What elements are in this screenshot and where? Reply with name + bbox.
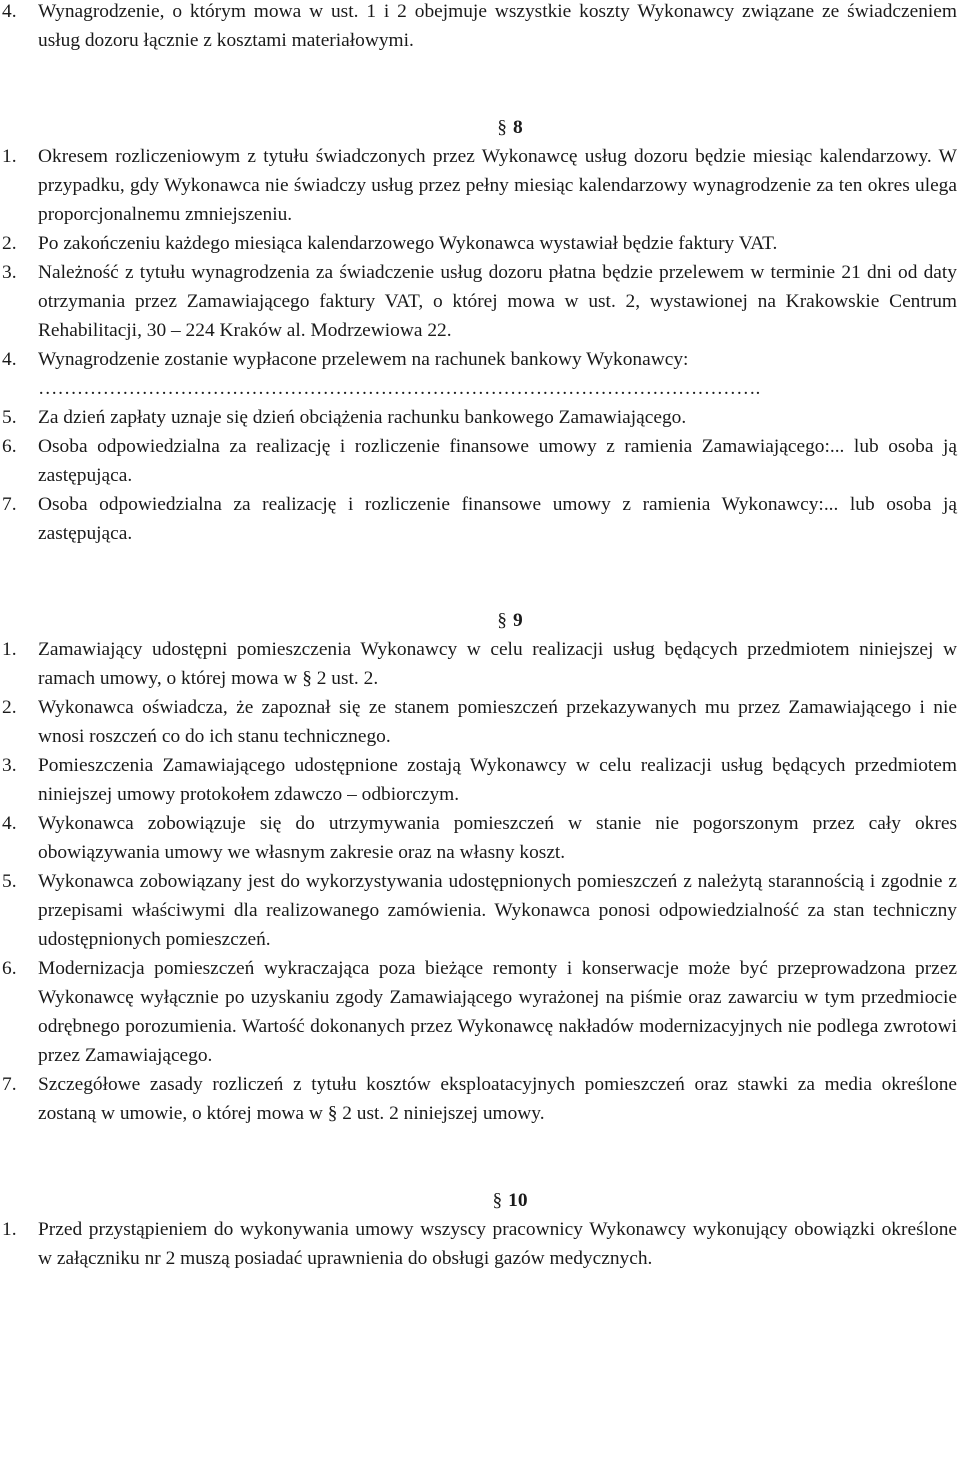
clause-item	[0, 0, 960, 55]
clause-number: 4.	[2, 1, 17, 22]
clause-text: Szczegółowe zasady rozliczeń z tytułu kosztów eksploatacyjnych pomieszczeń oraz stawki za media określone zostaną w umowie, o której mowa w § 2 ust. 2 niniejszej umowy.	[38, 1074, 957, 1124]
clause-item	[0, 258, 960, 345]
clause-item	[0, 229, 960, 258]
clause-number: 1.	[2, 146, 17, 167]
clause-number: 3.	[2, 755, 17, 776]
clause-text: Za dzień zapłaty uznaje się dzień obciążenia rachunku bankowego Zamawiającego.	[38, 407, 687, 428]
section-number: 10	[508, 1190, 528, 1211]
clause-item	[0, 954, 960, 1070]
clause-number: 5.	[2, 871, 17, 892]
clause-item	[0, 490, 960, 548]
clause-number: 2.	[2, 233, 17, 254]
clause-text: Osoba odpowiedzialna za realizację i rozliczenie finansowe umowy z ramienia Zamawiającego:... lub osoba ją zastępująca.	[38, 436, 957, 486]
clause-number: 1.	[2, 639, 17, 660]
clause-text: Wykonawca oświadcza, że zapoznał się ze stanem pomieszczeń przekazywanych mu przez Zamawiającego i nie wnosi roszczeń co do ich stanu technicznego.	[38, 697, 957, 747]
section-heading-9	[0, 606, 960, 635]
clause-text: Wynagrodzenie zostanie wypłacone przelewem na rachunek bankowy Wykonawcy:	[38, 349, 689, 370]
clause-number: 1.	[2, 1219, 17, 1240]
clause-item	[0, 809, 960, 867]
clause-item	[0, 432, 960, 490]
clause-text: Należność z tytułu wynagrodzenia za świadczenie usług dozoru płatna będzie przelewem w terminie 21 dni od daty otrzymania przez Zamawiającego faktury VAT, o której mowa w ust. 2, wystawionej na Krakowskie Centrum Rehabilitacji, 30 – 224 Kraków al. Modrzewiowa 22.	[38, 262, 957, 341]
clause-number: 2.	[2, 697, 17, 718]
clause-item	[0, 1070, 960, 1128]
clause-text: Osoba odpowiedzialna za realizację i rozliczenie finansowe umowy z ramienia Wykonawcy:... lub osoba ją zastępująca.	[38, 494, 957, 544]
clause-number: 7.	[2, 494, 17, 515]
clause-text: Modernizacja pomieszczeń wykraczająca poza bieżące remonty i konserwacje może być przeprowadzona przez Wykonawcę wyłącznie po uzyskaniu zgody Zamawiającego wyrażonej na piśmie oraz zawarciu w tym przedmiocie odrębnego porozumienia. Wartość dokonanych przez Wykonawcę nakładów modernizacyjnych nie podlega zwrotowi przez Zamawiającego.	[38, 958, 957, 1066]
clause-item	[0, 1215, 960, 1273]
section-number: 9	[513, 610, 523, 631]
clause-number: 5.	[2, 407, 17, 428]
section-sign: §	[497, 117, 507, 138]
clause-item	[0, 635, 960, 693]
section-number: 8	[513, 117, 523, 138]
clause-number: 6.	[2, 436, 17, 457]
clause-item	[0, 142, 960, 229]
section-sign: §	[492, 1190, 503, 1211]
clause-item	[0, 403, 960, 432]
section-heading-10	[0, 1186, 960, 1215]
clause-text: Zamawiający udostępni pomieszczenia Wykonawcy w celu realizacji usług będących przedmiotem niniejszej w ramach umowy, o której mowa w § 2 ust. 2.	[38, 639, 957, 689]
clause-item	[0, 751, 960, 809]
section-heading-8	[0, 113, 960, 142]
clause-number: 4.	[2, 349, 17, 370]
clause-number: 4.	[2, 813, 17, 834]
clause-item	[0, 345, 960, 403]
clause-number: 7.	[2, 1074, 17, 1095]
clause-text: Przed przystąpieniem do wykonywania umowy wszyscy pracownicy Wykonawcy wykonujący obowiązki określone w załączniku nr 2 muszą posiadać uprawnienia do obsługi gazów medycznych.	[38, 1219, 957, 1269]
account-number-blank: ………………………………………………………………………………………………….	[38, 378, 761, 399]
clause-text: Wykonawca zobowiązany jest do wykorzystywania udostępnionych pomieszczeń z należytą starannością i zgodnie z przepisami właściwymi dla realizowanego zamówienia. Wykonawca ponosi odpowiedzialność za stan techniczny udostępnionych pomieszczeń.	[38, 871, 957, 950]
clause-text: Wynagrodzenie, o którym mowa w ust. 1 i 2 obejmuje wszystkie koszty Wykonawcy związane ze świadczeniem usług dozoru łącznie z kosztami materiałowymi.	[38, 1, 957, 51]
clause-item	[0, 867, 960, 954]
clause-text: Po zakończeniu każdego miesiąca kalendarzowego Wykonawca wystawiał będzie faktury VAT.	[38, 233, 778, 254]
clause-number: 6.	[2, 958, 17, 979]
clause-item	[0, 693, 960, 751]
clause-text: Wykonawca zobowiązuje się do utrzymywania pomieszczeń w stanie nie pogorszonym przez cały okres obowiązywania umowy we własnym zakresie oraz na własny koszt.	[38, 813, 957, 863]
clause-text: Pomieszczenia Zamawiającego udostępnione zostają Wykonawcy w celu realizacji usług będących przedmiotem niniejszej umowy protokołem zdawczo – odbiorczym.	[38, 755, 957, 805]
clause-number: 3.	[2, 262, 17, 283]
clause-text: Okresem rozliczeniowym z tytułu świadczonych przez Wykonawcę usług dozoru będzie miesiąc kalendarzowy. W przypadku, gdy Wykonawca nie świadczy usług przez pełny miesiąc kalendarzowy wynagrodzenie za ten okres ulega proporcjonalnemu zmniejszeniu.	[38, 146, 957, 225]
section-sign: §	[497, 610, 507, 631]
